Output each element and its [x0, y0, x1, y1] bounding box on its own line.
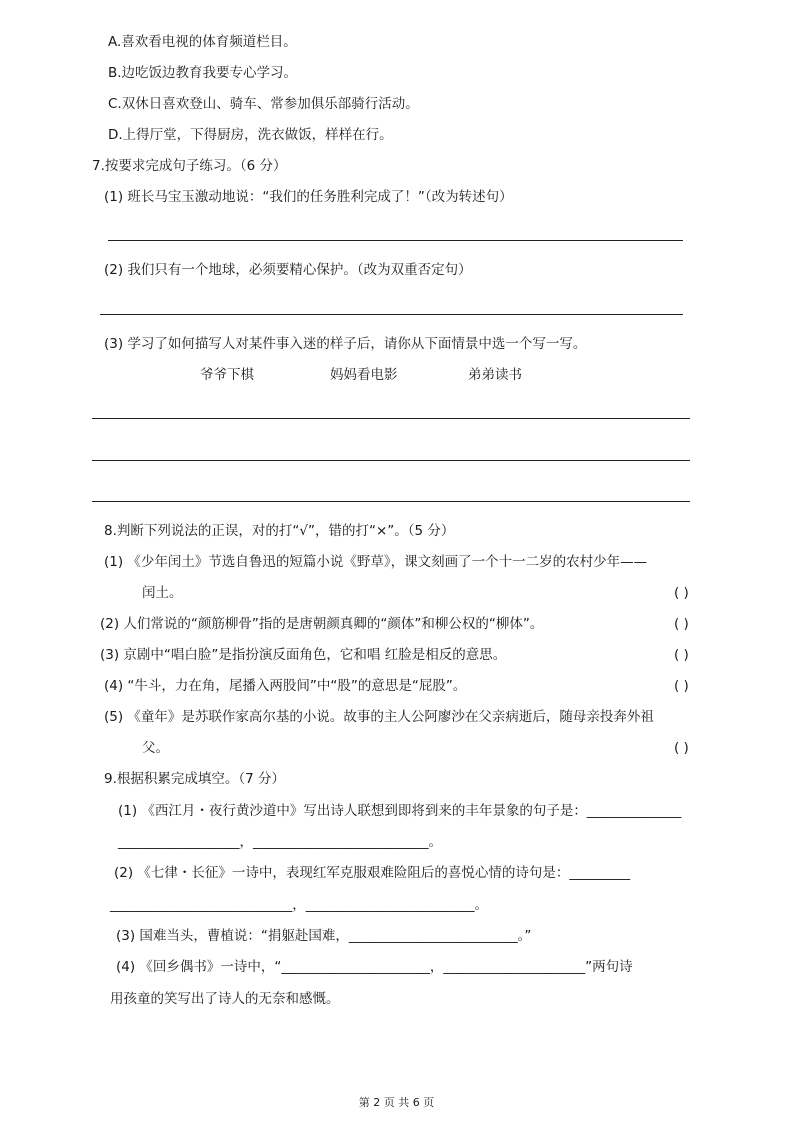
- q7-scene-2: 妈妈看电影: [330, 367, 398, 383]
- q8-statement-3: (3) 京剧中“唱白脸”是指扮演反面角色，它和唱 红脸是相反的意思。: [100, 647, 507, 663]
- q9-blank-4[interactable]: (4) 《回乡偶书》一诗中，“______________________，_____________________”两句诗: [116, 959, 633, 975]
- q7-scene-3: 弟弟读书: [468, 367, 522, 383]
- q7-answer-line-1[interactable]: [108, 240, 683, 241]
- q7-writing-line-3[interactable]: [92, 501, 690, 502]
- q8-statement-1: (1) 《少年闰土》节选自鲁迅的短篇小说《野草》，课文刻画了一个十一二岁的农村少年——: [104, 554, 648, 570]
- q9-statement-4-cont: 用孩童的笑写出了诗人的无奈和感慨。: [110, 991, 340, 1007]
- q7-writing-line-2[interactable]: [92, 460, 690, 461]
- q8-answer-box-1[interactable]: ( ): [674, 585, 689, 601]
- q8-answer-box-3[interactable]: ( ): [674, 647, 689, 663]
- q8-statement-2: (2) 人们常说的“颜筋柳骨”指的是唐朝颜真卿的“颜体”和柳公权的“柳体”。: [100, 616, 544, 632]
- q8-answer-box-2[interactable]: ( ): [674, 616, 689, 632]
- q9-blank-3[interactable]: (3) 国难当头，曹植说：“捐躯赴国难，_________________________。”: [116, 928, 532, 944]
- q9-blank-2-cont[interactable]: ___________________________，_________________________。: [110, 897, 488, 913]
- q9-title: 9.根据积累完成填空。（7 分）: [104, 771, 286, 787]
- q9-blank-1[interactable]: (1) 《西江月・夜行黄沙道中》写出诗人联想到即将到来的丰年景象的句子是：______________: [118, 803, 682, 819]
- q9-blank-1-cont[interactable]: __________________，__________________________。: [118, 834, 442, 850]
- q6-option-c: C.双休日喜欢登山、骑车、常参加俱乐部骑行活动。: [108, 96, 419, 112]
- q7-scene-1: 爷爷下棋: [200, 367, 254, 383]
- q7-answer-line-2[interactable]: [100, 314, 683, 315]
- page-number: 第 2 页 共 6 页: [358, 1096, 435, 1109]
- q8-statement-1-cont: 闰土。: [142, 585, 183, 601]
- q8-statement-5-cont: 父。: [142, 740, 169, 756]
- q7-writing-line-1[interactable]: [92, 418, 690, 419]
- q6-option-d: D.上得厅堂，下得厨房，洗衣做饭，样样在行。: [108, 127, 393, 143]
- q6-option-a: A.喜欢看电视的体育频道栏目。: [108, 34, 297, 50]
- q8-statement-4: (4) “牛斗，力在角，尾播入两股间”中“股”的意思是“屁股”。: [104, 678, 467, 694]
- q8-answer-box-5[interactable]: ( ): [674, 740, 689, 756]
- q8-title: 8.判断下列说法的正误，对的打“√”，错的打“×”。（5 分）: [104, 523, 455, 539]
- q8-answer-box-4[interactable]: ( ): [674, 678, 689, 694]
- q8-statement-5: (5) 《童年》是苏联作家高尔基的小说。故事的主人公阿廖沙在父亲病逝后，随母亲投奔外祖: [104, 709, 654, 725]
- q6-option-b: B.边吃饭边教育我要专心学习。: [108, 65, 298, 81]
- q9-blank-2[interactable]: (2) 《七律・长征》一诗中，表现红军克服艰难险阻后的喜悦心情的诗句是：_________: [114, 865, 631, 881]
- q7-sentence-3: (3) 学习了如何描写人对某件事入迷的样子后，请你从下面情景中选一个写一写。: [104, 336, 587, 352]
- q7-title: 7.按要求完成句子练习。（6 分）: [92, 158, 287, 174]
- q7-sentence-1: (1) 班长马宝玉激动地说：“我们的任务胜利完成了！”（改为转述句）: [104, 189, 513, 205]
- q7-sentence-2: (2) 我们只有一个地球，必须要精心保护。（改为双重否定句）: [104, 262, 472, 278]
